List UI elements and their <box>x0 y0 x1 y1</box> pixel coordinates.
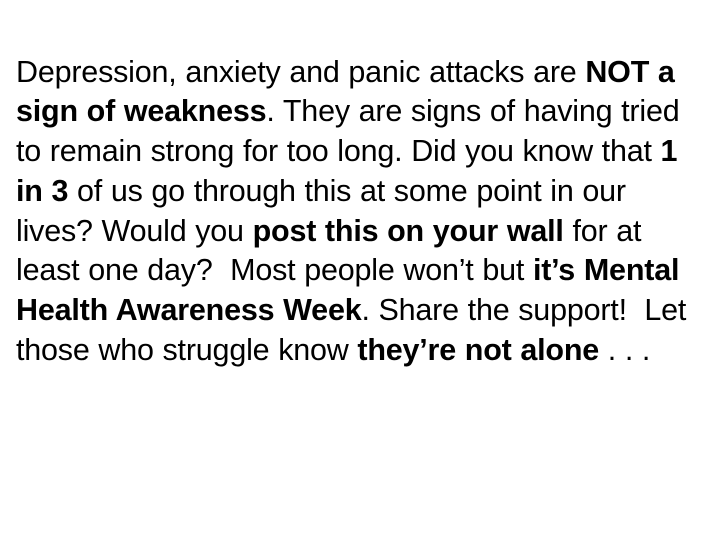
message-segment-bold: NOT a sign of weakness <box>16 54 684 129</box>
message-segment-bold: it’s Mental Health Awareness Week <box>16 253 689 328</box>
awareness-message-text <box>16 53 698 371</box>
message-segment-bold: post this on your wall <box>252 213 564 248</box>
message-segment: . Share the support! Let those who struggle know <box>16 293 695 368</box>
message-segment: Depression, anxiety and panic attacks are <box>16 54 586 89</box>
message-segment: of us go through this at some point in our lives? Would you <box>16 173 635 248</box>
message-segment: . . . <box>599 333 651 368</box>
message-segment-bold: 1 in 3 <box>16 134 687 208</box>
message-segment: for at least one day? Most people won’t but <box>16 213 651 288</box>
message-segment: . They are signs of having tried to remain strong for too long. Did you know that <box>16 94 689 169</box>
message-segment-bold: they’re not alone <box>357 333 600 368</box>
